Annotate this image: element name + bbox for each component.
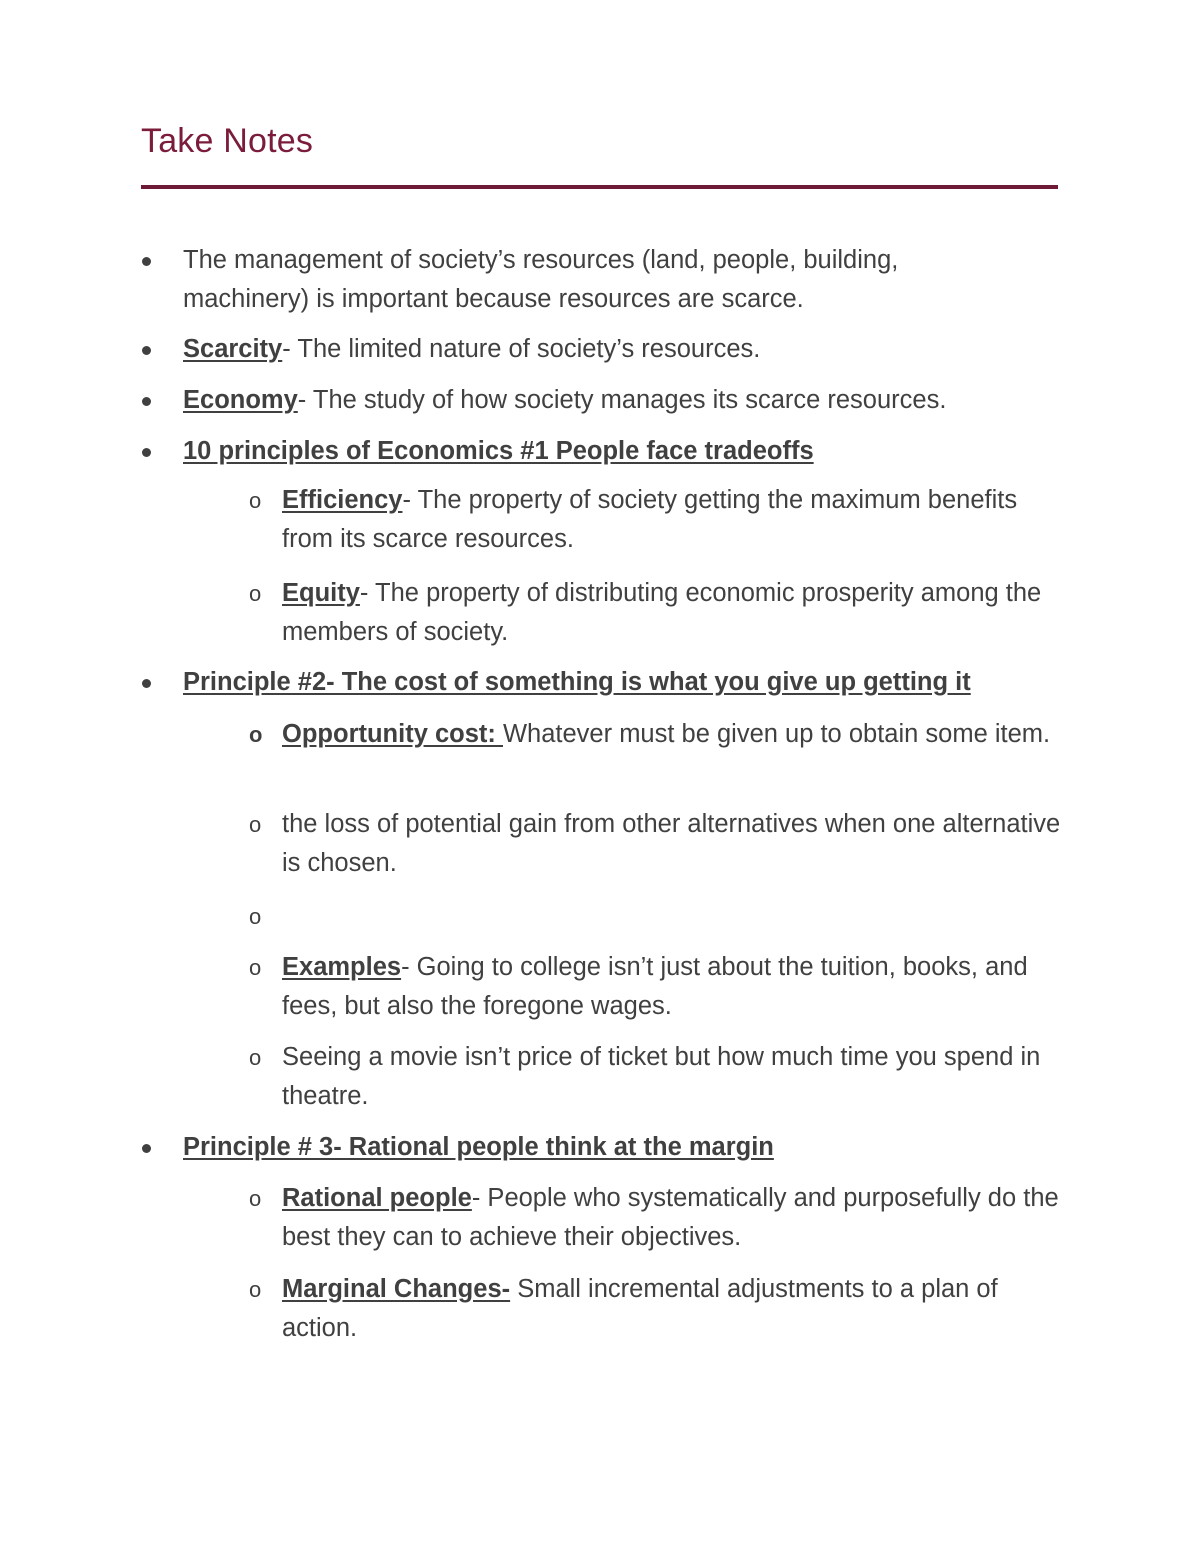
note-text: - Going to college isn’t just about the tuition, books, and fees, but also the foregone wages. <box>282 953 1028 1020</box>
hollow-bullet-icon: o <box>249 1186 262 1211</box>
bullet-icon <box>142 679 151 688</box>
bullet-icon <box>142 448 151 457</box>
hollow-bullet-icon: o <box>249 1277 262 1302</box>
note-text: - The property of society getting the maximum benefits from its scarce resources. <box>282 486 1018 553</box>
note-text: - The limited nature of society’s resources. <box>282 335 761 363</box>
bullet-icon <box>142 397 151 406</box>
note-seeing-a-movie <box>249 1038 1062 1116</box>
hollow-bullet-icon: o <box>249 812 262 837</box>
term-opportunity-cost: Opportunity cost: <box>282 720 503 748</box>
note-text: the loss of potential gain from other alternatives when one alternative is chosen. <box>282 810 1061 877</box>
note-examples <box>249 948 1062 1026</box>
note-efficiency <box>249 481 1062 559</box>
note-text: - People who systematically and purposefully do the best they can to achieve their objectives. <box>282 1184 1059 1251</box>
bullet-icon <box>142 257 151 266</box>
title-divider <box>141 185 1058 189</box>
note-text: - The study of how society manages its scarce resources. <box>297 386 947 414</box>
term-economy: Economy <box>183 386 298 414</box>
note-rational-people <box>249 1179 1062 1257</box>
note-text: - The property of distributing economic prosperity among the members of society. <box>282 579 1042 646</box>
principle-heading: Principle # 3- Rational people think at the margin <box>183 1133 774 1161</box>
note-text: Small incremental adjustments to a plan of action. <box>282 1275 998 1342</box>
hollow-bullet-icon: o <box>249 1045 262 1070</box>
note-opportunity-cost <box>249 715 1062 754</box>
hollow-bullet-icon: o <box>249 488 262 513</box>
note-loss-of-potential-gain <box>249 805 1062 883</box>
bullet-icon <box>142 346 151 355</box>
hollow-bullet-icon: o <box>249 581 262 606</box>
note-scarcity <box>183 330 1003 369</box>
principle-heading: 10 principles of Economics #1 People face tradeoffs <box>183 437 814 465</box>
hollow-bullet-icon: o <box>249 904 262 929</box>
principle-heading: Principle #2- The cost of something is what you give up getting it <box>183 668 971 696</box>
term-rational-people: Rational people <box>282 1184 472 1212</box>
note-text: Whatever must be given up to obtain some item. <box>502 720 1051 748</box>
heading-principle-3 <box>183 1128 1003 1167</box>
term-marginal-changes: Marginal Changes- <box>282 1275 511 1303</box>
term-equity: Equity <box>282 579 360 607</box>
term-efficiency: Efficiency <box>282 486 403 514</box>
note-management <box>183 241 1003 319</box>
heading-principle-2 <box>183 663 1003 702</box>
note-text: Seeing a movie isn’t price of ticket but how much time you spend in theatre. <box>282 1043 1041 1110</box>
note-economy <box>183 381 1003 420</box>
note-equity <box>249 574 1062 652</box>
term-scarcity: Scarcity <box>183 335 283 363</box>
hollow-bullet-icon: o <box>249 955 262 980</box>
page-title: Take Notes <box>141 122 314 160</box>
bullet-icon <box>142 1144 151 1153</box>
heading-principle-1 <box>183 432 1003 471</box>
hollow-bullet-icon: o <box>249 722 263 747</box>
note-text: The management of society’s resources (land, people, building, machinery) is important because resources are scarce. <box>183 246 899 313</box>
note-marginal-changes <box>249 1270 1062 1348</box>
term-examples: Examples <box>282 953 402 981</box>
